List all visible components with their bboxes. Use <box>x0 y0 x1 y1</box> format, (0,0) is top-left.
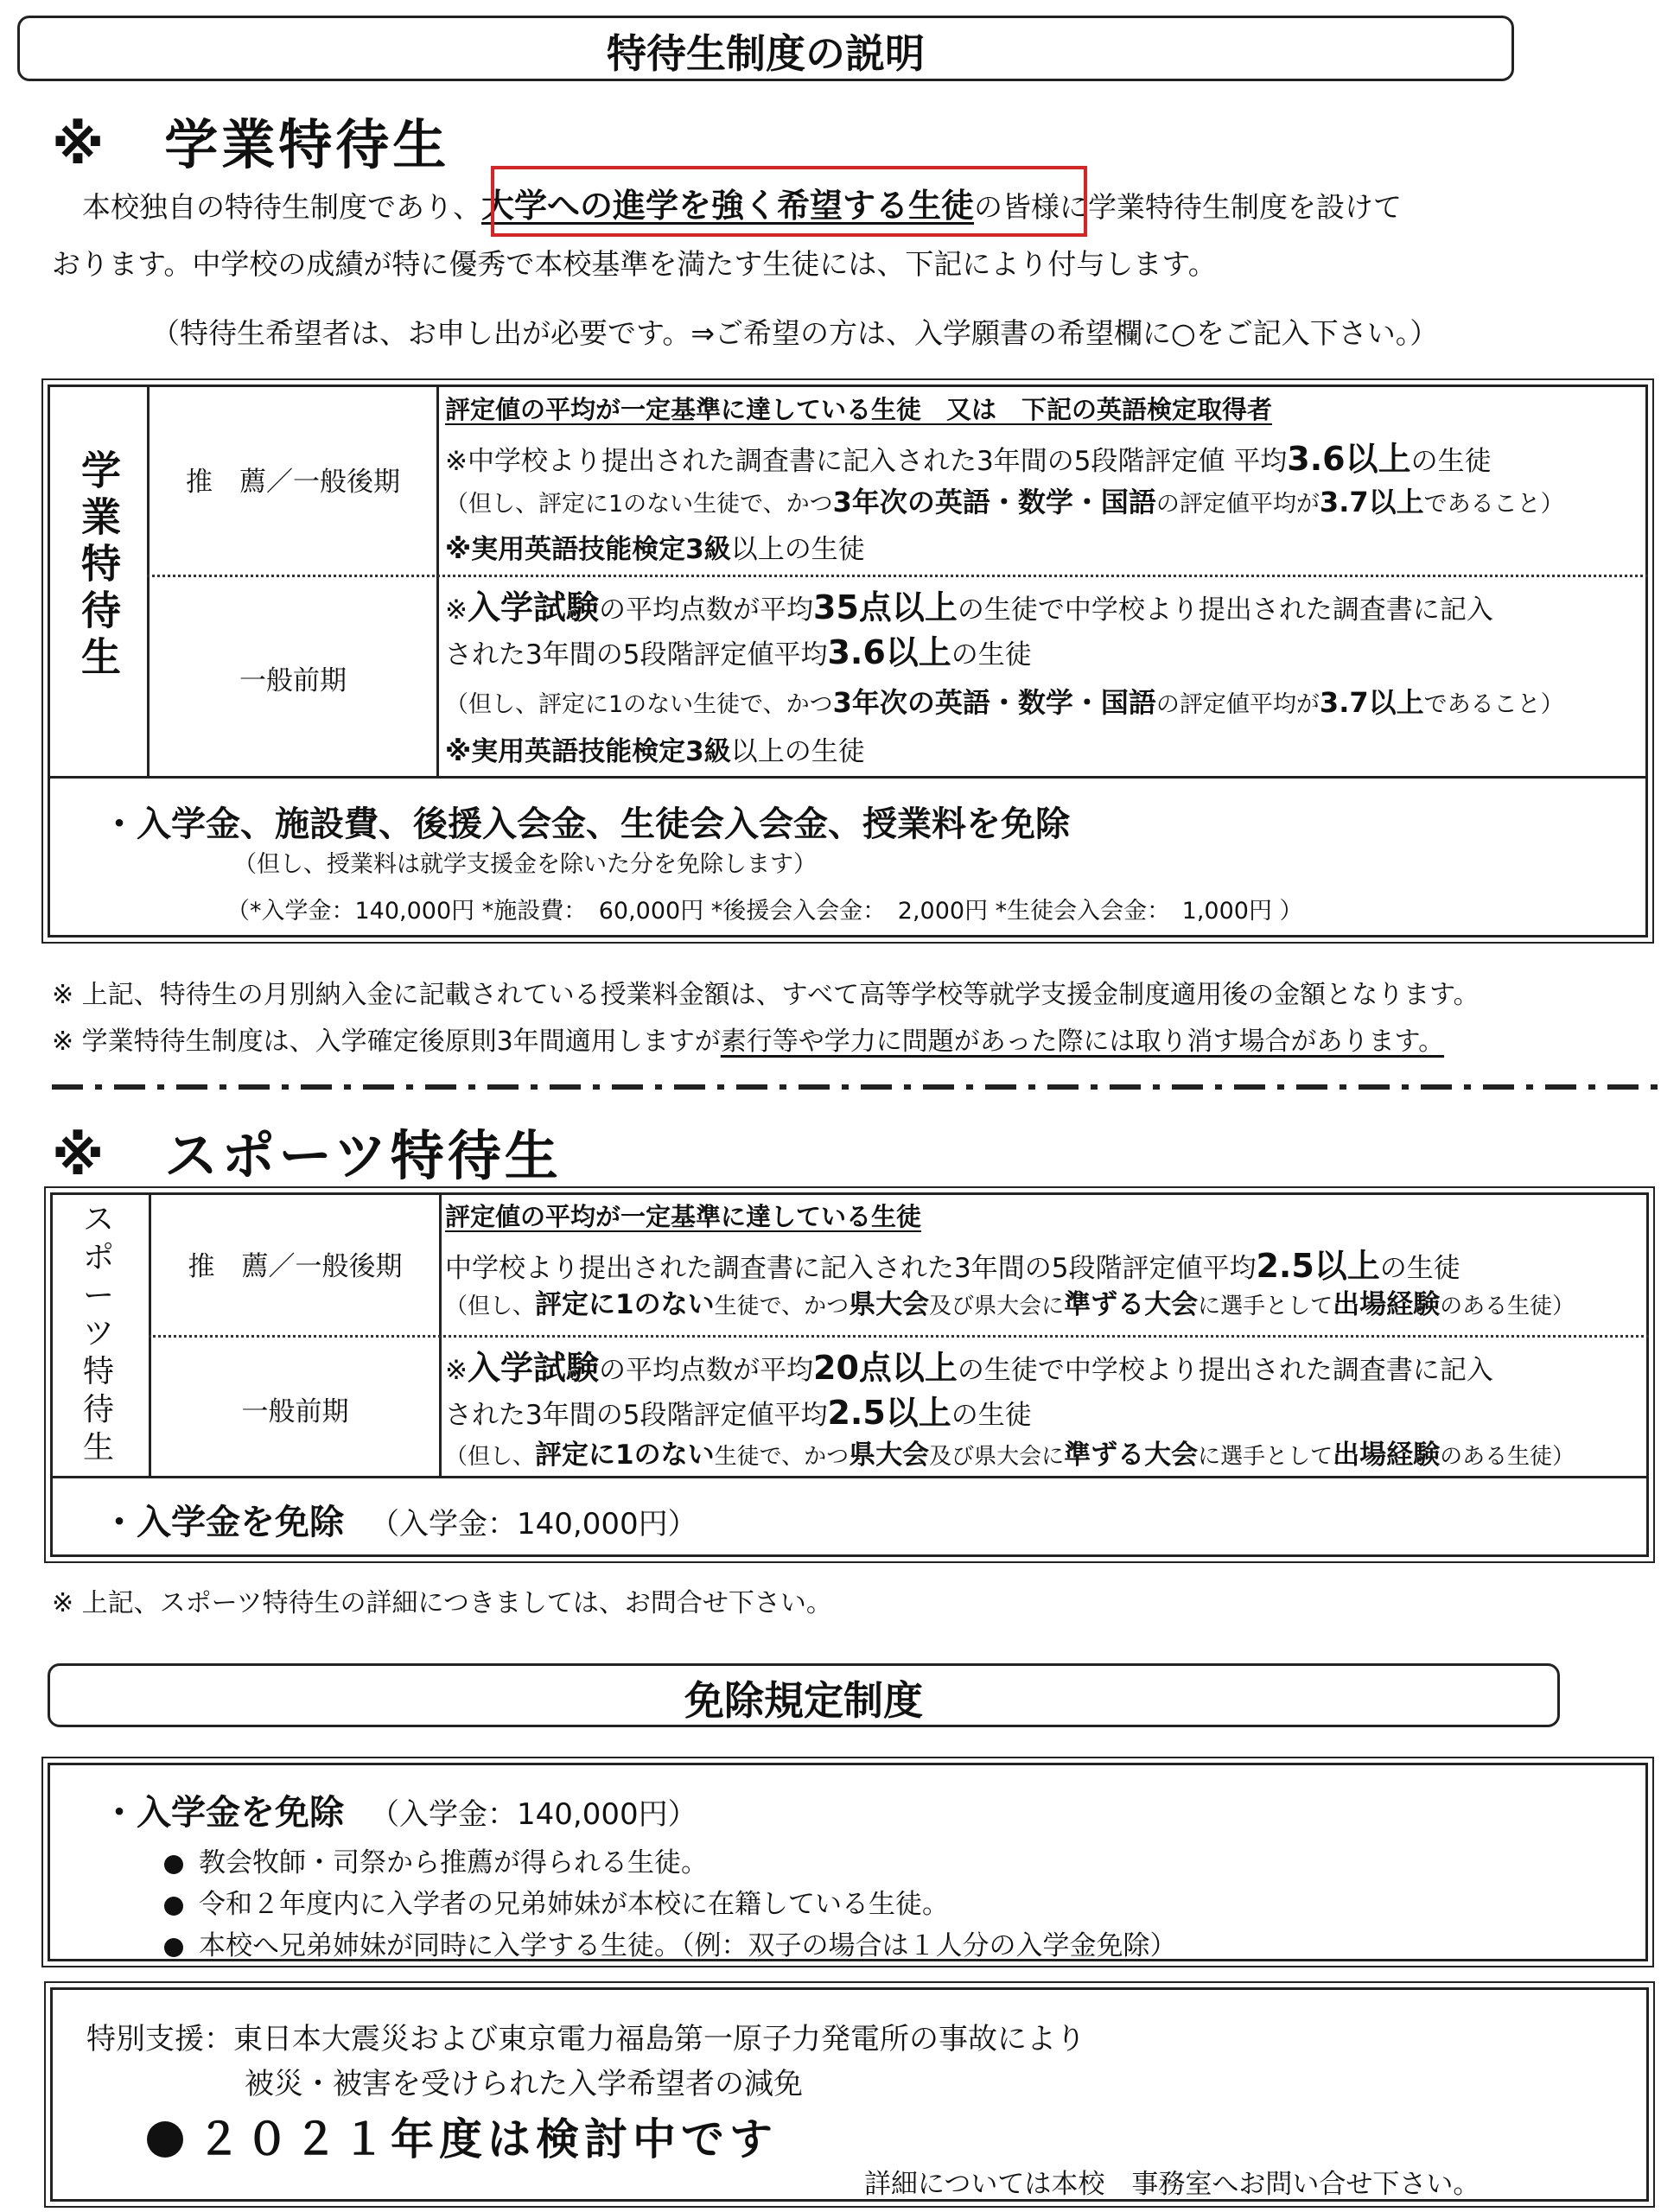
academic-row1-line1: ※中学校より提出された調査書に記入された3年間の5段階評定値 平均3.6以上の生徒 <box>445 440 1492 478</box>
academic-table-label: 学業特待生 <box>75 449 122 683</box>
special-support-contact: 詳細については本校 事務室へお問い合せ下さい。 <box>864 2169 1480 2200</box>
sports-row2-line3: （但し、評定に1のない生徒で、かつ県大会及び県大会に準ずる大会に選手として出場経験のある生徒） <box>445 1440 1575 1471</box>
academic-row1-line3: ※実用英語技能検定3級以上の生徒 <box>445 534 865 565</box>
special-support-line2: 被災・被害を受けられた入学希望者の減免 <box>245 2067 803 2101</box>
academic-note1: ※ 上記、特待生の月別納入金に記載されている授業料金額は、すべて高等学校等就学支援金制度適用後の金額となります。 <box>52 980 1480 1010</box>
sports-row1-line1: 中学校より提出された調査書に記入された3年間の5段階評定値平均2.5以上の生徒 <box>445 1247 1460 1285</box>
academic-row2-label: 一般前期 <box>239 665 347 696</box>
sports-row1-label: 推 薦／一般後期 <box>188 1251 403 1282</box>
exemption-item: 本校へ兄弟姉妹が同時に入学する生徒。（例：双子の場合は１人分の入学金免除） <box>164 1923 1177 1962</box>
application-note: （特待生希望者は、お申し出が必要です。⇒ご希望の方は、入学願書の希望欄に○をご記入下さい。） <box>151 316 1439 350</box>
section-divider <box>52 1084 1659 1090</box>
bullet-icon <box>164 1938 183 1957</box>
sports-row2-label: 一般前期 <box>241 1396 349 1427</box>
exemption-title: 免除規定制度 <box>684 1677 923 1724</box>
intro-post: の皆様に学業特待生制度を設けて <box>974 190 1403 224</box>
sports-row1-heading: 評定値の平均が一定基準に達している生徒 <box>445 1202 922 1231</box>
intro-pre: 本校独自の特待生制度であり、 <box>82 190 481 224</box>
exemption-item: 教会牧師・司祭から推薦が得られる生徒。 <box>164 1840 708 1879</box>
sports-row1-line2: （但し、評定に1のない生徒で、かつ県大会及び県大会に準ずる大会に選手として出場経験のある生徒） <box>445 1289 1575 1320</box>
sports-row2-line2: された3年間の5段階評定値平均2.5以上の生徒 <box>445 1394 1032 1432</box>
academic-row1-label: 推 薦／一般後期 <box>186 467 400 498</box>
academic-row2-line2: された3年間の5段階評定値平均3.6以上の生徒 <box>445 633 1032 671</box>
exemption-benefit: ・入学金を免除 （入学金：140,000円） <box>102 1793 697 1833</box>
bullet-icon <box>164 1897 183 1916</box>
academic-section-title: ※ 学業特待生 <box>52 113 450 176</box>
sports-note: ※ 上記、スポーツ特待生の詳細につきましては、お問合せ下さい。 <box>52 1588 832 1618</box>
special-support-status: ２０２１年度は検討中です <box>147 2105 778 2167</box>
intro-highlight: 大学への進学を強く希望する生徒 <box>481 187 975 225</box>
academic-benefit-note: （但し、授業料は就学支援金を除いた分を免除します） <box>233 851 817 878</box>
bullet-icon <box>164 1855 183 1874</box>
academic-intro-line2: おります。中学校の成績が特に優秀で本校基準を満たす生徒には、下記により付与します。 <box>52 247 1217 281</box>
circle-bullet-icon <box>147 2121 183 2158</box>
page-title: 特待生制度の説明 <box>607 30 925 77</box>
academic-fees: （*入学金：140,000円 *施設費： 60,000円 *後援会入会金： 2,000円 *生徒会入会金： 1,000円 ） <box>226 898 1303 925</box>
academic-row2-line3: （但し、評定に1のない生徒で、かつ3年次の英語・数学・国語の評定値平均が3.7以上であること） <box>445 686 1564 719</box>
highlight-frame <box>491 166 1087 237</box>
academic-row2-line4: ※実用英語技能検定3級以上の生徒 <box>445 736 865 767</box>
sports-benefit: ・入学金を免除 （入学金：140,000円） <box>102 1503 697 1542</box>
academic-benefit: ・入学金、施設費、後援入会金、生徒会入会金、授業料を免除 <box>102 804 1070 844</box>
academic-row1-line2: （但し、評定に1のない生徒で、かつ3年次の英語・数学・国語の評定値平均が3.7以上であること） <box>445 486 1564 518</box>
academic-row2-line1: ※入学試験の平均点数が平均35点以上の生徒で中学校より提出された調査書に記入 <box>445 588 1493 626</box>
sports-section-title: ※ スポーツ特待生 <box>52 1124 562 1187</box>
sports-row2-line1: ※入学試験の平均点数が平均20点以上の生徒で中学校より提出された調査書に記入 <box>445 1349 1493 1387</box>
sports-table-label: ス ポ ー ツ 特 待 生 <box>82 1202 114 1465</box>
academic-row1-heading: 評定値の平均が一定基準に達している生徒 又は 下記の英語検定取得者 <box>445 395 1273 424</box>
exemption-item: 令和２年度内に入学者の兄弟姉妹が本校に在籍している生徒。 <box>164 1882 949 1921</box>
special-support-line1: 特別支援：東日本大震災および東京電力福島第一原子力発電所の事故により <box>86 2022 1085 2056</box>
academic-note2: ※ 学業特待生制度は、入学確定後原則3年間適用しますが素行等や学力に問題があった際には取り消す場合があります。 <box>52 1027 1445 1057</box>
